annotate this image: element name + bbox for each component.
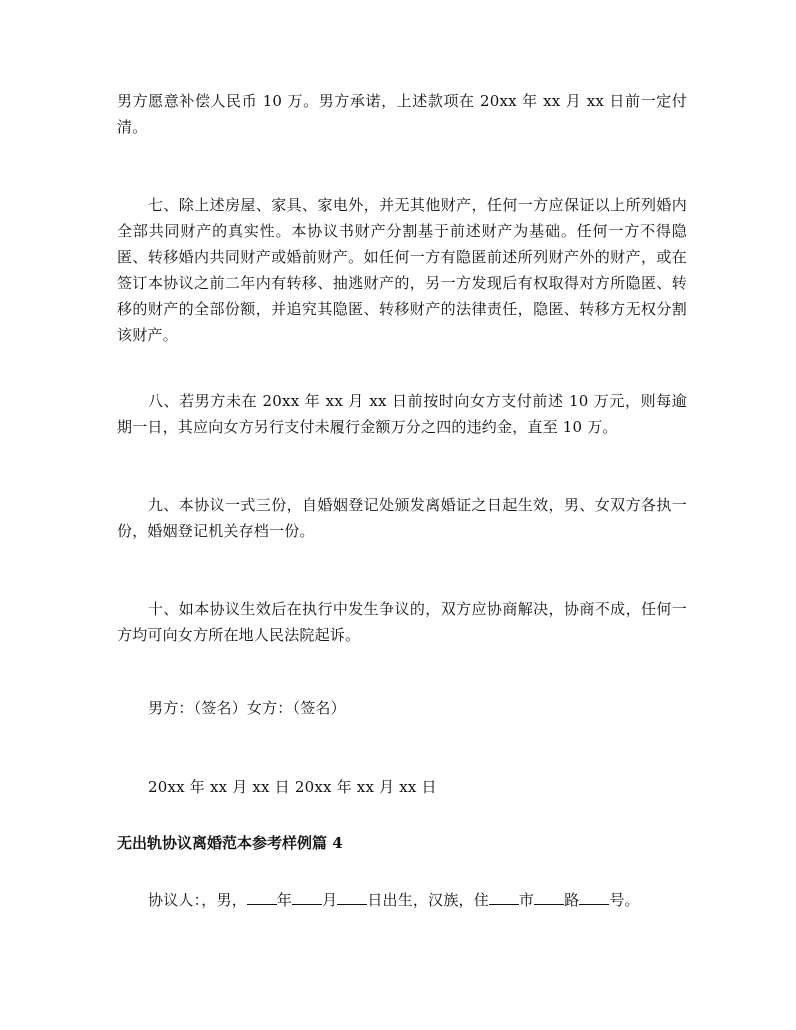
section-heading: 无出轨协议离婚范本参考样例篇 4: [117, 834, 343, 852]
clause-seven: 七、除上述房屋、家具、家电外，并无其他财产，任何一方应保证以上所列婚内全部共同财产的真实性。本协议书财产分割基于前述财产为基础。任何一方不得隐匿、转移婚内共同财产或婚前财产。如任何一方有隐匿前述所列财产外的财产，或在签订本协议之前二年内有转移、抽逃财产的，另一方发现后有权取得对方所隐匿、转移的财产的全部份额，并追究其隐匿、转移财产的法律责任，隐匿、转移方无权分割该财产。: [117, 196, 687, 344]
clause-ten: 十、如本协议生效后在执行中发生争议的，双方应协商解决，协商不成，任何一方均可向女方所在地人民法院起诉。: [117, 600, 687, 644]
clause-nine: 九、本协议一式三份，自婚姻登记处颁发离婚证之日起生效，男、女双方各执一份，婚姻登记机关存档一份。: [117, 496, 687, 540]
party-line: [117, 887, 687, 913]
compensation-paragraph: 男方愿意补偿人民币 10 万。男方承诺，上述款项在 20xx 年 xx 月 xx 日前一定付清。: [117, 92, 687, 136]
party-month: 月: [322, 891, 338, 909]
blank-city: [489, 890, 519, 905]
date-line: 20xx 年 xx 月 xx 日 20xx 年 xx 月 xx 日: [148, 778, 437, 796]
party-year: 年: [276, 891, 293, 909]
party-day-born: 日出生，汉族，住: [367, 891, 489, 909]
party-road: 路: [564, 891, 580, 909]
party-city: 市: [518, 891, 535, 909]
clause-eight: 八、若男方未在 20xx 年 xx 月 xx 日前按时向女方支付前述 10 万元，则每逾期一日，其应向女方另行支付未履行金额万分之四的违约金，直至 10 万。: [117, 392, 687, 436]
blank-day: [337, 890, 367, 905]
party-prefix: 协议人：，男，: [148, 891, 247, 909]
signature-line: 男方：（签名）女方：（签名）: [148, 699, 346, 717]
blank-month: [292, 890, 322, 905]
party-number: 号。: [609, 891, 640, 909]
blank-year: [247, 890, 277, 905]
blank-number: [579, 890, 609, 905]
blank-road: [534, 890, 564, 905]
